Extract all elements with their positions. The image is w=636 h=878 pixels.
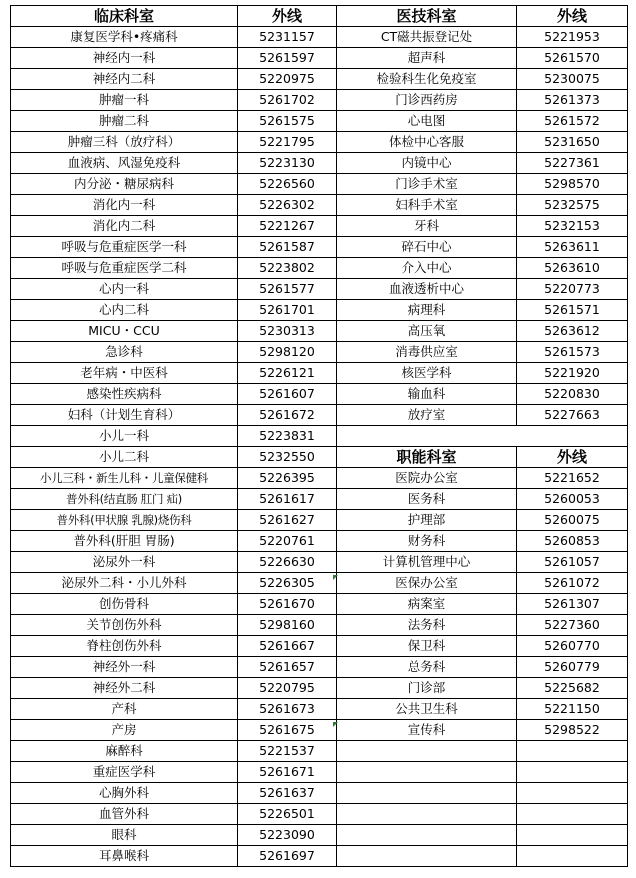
clinical-dept-ext: 5261587 (238, 237, 337, 258)
blank-cell (337, 426, 628, 447)
clinical-dept-ext: 5261672 (238, 405, 337, 426)
table-row (11, 90, 628, 111)
empty-cell (517, 825, 628, 846)
table-row (11, 258, 628, 279)
clinical-dept-name: 心胸外科 (11, 783, 238, 804)
medtech-dept-ext: 5263610 (517, 258, 628, 279)
clinical-dept-name: 小儿一科 (11, 426, 238, 447)
clinical-dept-ext: 5223831 (238, 426, 337, 447)
functional-dept-name: 病案室 (337, 594, 517, 615)
clinical-dept-name: 心内一科 (11, 279, 238, 300)
table-row (11, 342, 628, 363)
clinical-dept-ext: 5223130 (238, 153, 337, 174)
functional-header-ext: 外线 (517, 447, 628, 468)
table-row (11, 132, 628, 153)
table-row (11, 594, 628, 615)
functional-dept-ext: 5261307 (517, 594, 628, 615)
medtech-dept-ext: 5232153 (517, 216, 628, 237)
clinical-dept-ext: 5226630 (238, 552, 337, 573)
functional-dept-ext: 5260075 (517, 510, 628, 531)
clinical-dept-name: 普外科(肝胆 胃肠) (11, 531, 238, 552)
cell-comment-marker (333, 575, 338, 580)
table-row (11, 657, 628, 678)
clinical-dept-name: 老年病・中医科 (11, 363, 238, 384)
clinical-dept-ext: 5226121 (238, 363, 337, 384)
clinical-dept-ext: 5261637 (238, 783, 337, 804)
medtech-dept-name: 体检中心客服 (337, 132, 517, 153)
table-row (11, 783, 628, 804)
table-row (11, 174, 628, 195)
medtech-dept-name: 消毒供应室 (337, 342, 517, 363)
clinical-dept-name: 小儿三科・新生儿科・儿童保健科 (11, 468, 238, 489)
table-row (11, 447, 628, 468)
table-row (11, 573, 628, 594)
functional-dept-name: 护理部 (337, 510, 517, 531)
clinical-dept-name: 消化内一科 (11, 195, 238, 216)
medtech-header-name: 医技科室 (337, 6, 517, 27)
medtech-dept-name: 检验科生化免疫室 (337, 69, 517, 90)
clinical-dept-name: 康复医学科•疼痛科 (11, 27, 238, 48)
clinical-dept-name: 麻醉科 (11, 741, 238, 762)
functional-dept-ext: 5261057 (517, 552, 628, 573)
empty-cell (337, 783, 517, 804)
medtech-dept-name: 血液透析中心 (337, 279, 517, 300)
empty-cell (337, 762, 517, 783)
clinical-dept-ext: 5230313 (238, 321, 337, 342)
table-row (11, 531, 628, 552)
clinical-dept-ext: 5226302 (238, 195, 337, 216)
clinical-dept-name: 肿瘤一科 (11, 90, 238, 111)
clinical-dept-ext: 5226305 (238, 573, 337, 594)
clinical-dept-name: 呼吸与危重症医学一科 (11, 237, 238, 258)
empty-cell (517, 804, 628, 825)
clinical-dept-ext: 5261675 (238, 720, 337, 741)
cell-comment-marker (333, 722, 338, 727)
table-row (11, 27, 628, 48)
table-row (11, 153, 628, 174)
clinical-dept-ext: 5232550 (238, 447, 337, 468)
medtech-dept-name: 门诊西药房 (337, 90, 517, 111)
empty-cell (337, 741, 517, 762)
clinical-dept-name: 肿瘤三科（放疗科） (11, 132, 238, 153)
clinical-dept-name: 心内二科 (11, 300, 238, 321)
functional-dept-ext: 5221652 (517, 468, 628, 489)
clinical-dept-name: 呼吸与危重症医学二科 (11, 258, 238, 279)
table-row (11, 762, 628, 783)
functional-dept-name: 保卫科 (337, 636, 517, 657)
table-row (11, 405, 628, 426)
table-row (11, 825, 628, 846)
empty-cell (517, 741, 628, 762)
medtech-dept-name: 牙科 (337, 216, 517, 237)
functional-dept-ext: 5260770 (517, 636, 628, 657)
medtech-dept-ext: 5232575 (517, 195, 628, 216)
table-row (11, 216, 628, 237)
table-body (11, 6, 628, 867)
functional-dept-name: 医院办公室 (337, 468, 517, 489)
medtech-dept-ext: 5221953 (517, 27, 628, 48)
clinical-dept-name: 小儿二科 (11, 447, 238, 468)
table-row (11, 720, 628, 741)
table-row (11, 384, 628, 405)
functional-dept-ext: 5260853 (517, 531, 628, 552)
table-row (11, 279, 628, 300)
medtech-dept-name: 心电图 (337, 111, 517, 132)
functional-dept-name: 宣传科 (337, 720, 517, 741)
clinical-dept-ext: 5261607 (238, 384, 337, 405)
table-row (11, 111, 628, 132)
medtech-dept-name: 输血科 (337, 384, 517, 405)
functional-dept-ext: 5260779 (517, 657, 628, 678)
empty-cell (517, 762, 628, 783)
table-row (11, 741, 628, 762)
clinical-dept-name: 肿瘤二科 (11, 111, 238, 132)
clinical-dept-ext: 5261673 (238, 699, 337, 720)
clinical-dept-name: 泌尿外一科 (11, 552, 238, 573)
table-row (11, 699, 628, 720)
clinical-dept-ext: 5221795 (238, 132, 337, 153)
functional-dept-name: 财务科 (337, 531, 517, 552)
functional-dept-name: 总务科 (337, 657, 517, 678)
clinical-dept-name: 关节创伤外科 (11, 615, 238, 636)
medtech-dept-ext: 5298570 (517, 174, 628, 195)
clinical-dept-ext: 5223802 (238, 258, 337, 279)
functional-header-name: 职能科室 (337, 447, 517, 468)
medtech-dept-ext: 5261572 (517, 111, 628, 132)
medtech-dept-name: 介入中心 (337, 258, 517, 279)
clinical-dept-ext: 5261657 (238, 657, 337, 678)
clinical-dept-ext: 5261617 (238, 489, 337, 510)
clinical-dept-name: 创伤骨科 (11, 594, 238, 615)
medtech-dept-ext: 5220773 (517, 279, 628, 300)
clinical-dept-ext: 5221267 (238, 216, 337, 237)
clinical-dept-ext: 5261627 (238, 510, 337, 531)
table-row (11, 678, 628, 699)
table-row (11, 321, 628, 342)
clinical-dept-ext: 5220761 (238, 531, 337, 552)
functional-dept-ext: 5261072 (517, 573, 628, 594)
clinical-dept-ext: 5231157 (238, 27, 337, 48)
clinical-dept-name: 普外科(结直肠 肛门 疝) (11, 489, 238, 510)
clinical-dept-ext: 5221537 (238, 741, 337, 762)
clinical-dept-ext: 5220975 (238, 69, 337, 90)
table-row (11, 426, 628, 447)
clinical-dept-name: 急诊科 (11, 342, 238, 363)
medtech-dept-name: 病理科 (337, 300, 517, 321)
clinical-dept-ext: 5226501 (238, 804, 337, 825)
medtech-dept-name: 门诊手术室 (337, 174, 517, 195)
table-row (11, 636, 628, 657)
medtech-dept-ext: 5261573 (517, 342, 628, 363)
clinical-dept-name: 神经外一科 (11, 657, 238, 678)
clinical-dept-name: 重症医学科 (11, 762, 238, 783)
clinical-dept-ext: 5261702 (238, 90, 337, 111)
clinical-dept-name: 眼科 (11, 825, 238, 846)
empty-cell (337, 825, 517, 846)
clinical-dept-ext: 5261671 (238, 762, 337, 783)
medtech-dept-ext: 5220830 (517, 384, 628, 405)
table-row (11, 552, 628, 573)
table-row (11, 237, 628, 258)
table-row (11, 615, 628, 636)
medtech-dept-name: 碎石中心 (337, 237, 517, 258)
clinical-dept-name: 神经内一科 (11, 48, 238, 69)
clinical-dept-name: 产房 (11, 720, 238, 741)
functional-dept-name: 计算机管理中心 (337, 552, 517, 573)
header-row (11, 6, 628, 27)
table-row (11, 489, 628, 510)
clinical-dept-name: 神经内二科 (11, 69, 238, 90)
clinical-dept-ext: 5226395 (238, 468, 337, 489)
clinical-dept-ext: 5298160 (238, 615, 337, 636)
clinical-dept-ext: 5261701 (238, 300, 337, 321)
medtech-dept-name: 放疗室 (337, 405, 517, 426)
empty-cell (517, 783, 628, 804)
clinical-dept-ext: 5261667 (238, 636, 337, 657)
medtech-dept-ext: 5231650 (517, 132, 628, 153)
clinical-dept-name: 内分泌・糖尿病科 (11, 174, 238, 195)
functional-dept-name: 法务科 (337, 615, 517, 636)
table-row (11, 48, 628, 69)
medtech-header-ext: 外线 (517, 6, 628, 27)
clinical-dept-name: 泌尿外二科・小儿外科 (11, 573, 238, 594)
clinical-dept-name: 妇科（计划生育科） (11, 405, 238, 426)
clinical-dept-name: 神经外二科 (11, 678, 238, 699)
medtech-dept-name: 超声科 (337, 48, 517, 69)
table-row (11, 846, 628, 867)
medtech-dept-ext: 5230075 (517, 69, 628, 90)
clinical-dept-ext: 5261670 (238, 594, 337, 615)
clinical-header-name: 临床科室 (11, 6, 238, 27)
clinical-dept-name: MICU・CCU (11, 321, 238, 342)
clinical-dept-name: 耳鼻喉科 (11, 846, 238, 867)
clinical-header-ext: 外线 (238, 6, 337, 27)
functional-dept-ext: 5227360 (517, 615, 628, 636)
clinical-dept-ext: 5261697 (238, 846, 337, 867)
clinical-dept-name: 产科 (11, 699, 238, 720)
clinical-dept-ext: 5226560 (238, 174, 337, 195)
table-row (11, 510, 628, 531)
clinical-dept-ext: 5220795 (238, 678, 337, 699)
medtech-dept-name: 妇科手术室 (337, 195, 517, 216)
functional-dept-ext: 5221150 (517, 699, 628, 720)
table-row (11, 468, 628, 489)
empty-cell (337, 804, 517, 825)
functional-dept-ext: 5225682 (517, 678, 628, 699)
functional-dept-ext: 5260053 (517, 489, 628, 510)
empty-cell (337, 846, 517, 867)
medtech-dept-ext: 5227663 (517, 405, 628, 426)
medtech-dept-ext: 5261571 (517, 300, 628, 321)
functional-dept-name: 医保办公室 (337, 573, 517, 594)
table-row (11, 804, 628, 825)
extension-directory-table (10, 5, 628, 867)
clinical-dept-ext: 5223090 (238, 825, 337, 846)
medtech-dept-ext: 5221920 (517, 363, 628, 384)
medtech-dept-ext: 5227361 (517, 153, 628, 174)
clinical-dept-name: 脊柱创伤外科 (11, 636, 238, 657)
functional-dept-name: 医务科 (337, 489, 517, 510)
clinical-dept-name: 感染性疾病科 (11, 384, 238, 405)
functional-dept-name: 门诊部 (337, 678, 517, 699)
functional-dept-name: 公共卫生科 (337, 699, 517, 720)
medtech-dept-ext: 5263611 (517, 237, 628, 258)
clinical-dept-name: 普外科(甲状腺 乳腺)烧伤科 (11, 510, 238, 531)
clinical-dept-ext: 5261577 (238, 279, 337, 300)
medtech-dept-name: 内镜中心 (337, 153, 517, 174)
medtech-dept-name: CT磁共振登记处 (337, 27, 517, 48)
medtech-dept-name: 核医学科 (337, 363, 517, 384)
table-row (11, 363, 628, 384)
clinical-dept-name: 血液病、风湿免疫科 (11, 153, 238, 174)
table-row (11, 195, 628, 216)
clinical-dept-ext: 5261597 (238, 48, 337, 69)
medtech-dept-ext: 5261373 (517, 90, 628, 111)
medtech-dept-name: 高压氧 (337, 321, 517, 342)
functional-dept-ext: 5298522 (517, 720, 628, 741)
clinical-dept-name: 消化内二科 (11, 216, 238, 237)
clinical-dept-name: 血管外科 (11, 804, 238, 825)
medtech-dept-ext: 5263612 (517, 321, 628, 342)
clinical-dept-ext: 5298120 (238, 342, 337, 363)
clinical-dept-ext: 5261575 (238, 111, 337, 132)
empty-cell (517, 846, 628, 867)
table-row (11, 300, 628, 321)
medtech-dept-ext: 5261570 (517, 48, 628, 69)
table-row (11, 69, 628, 90)
